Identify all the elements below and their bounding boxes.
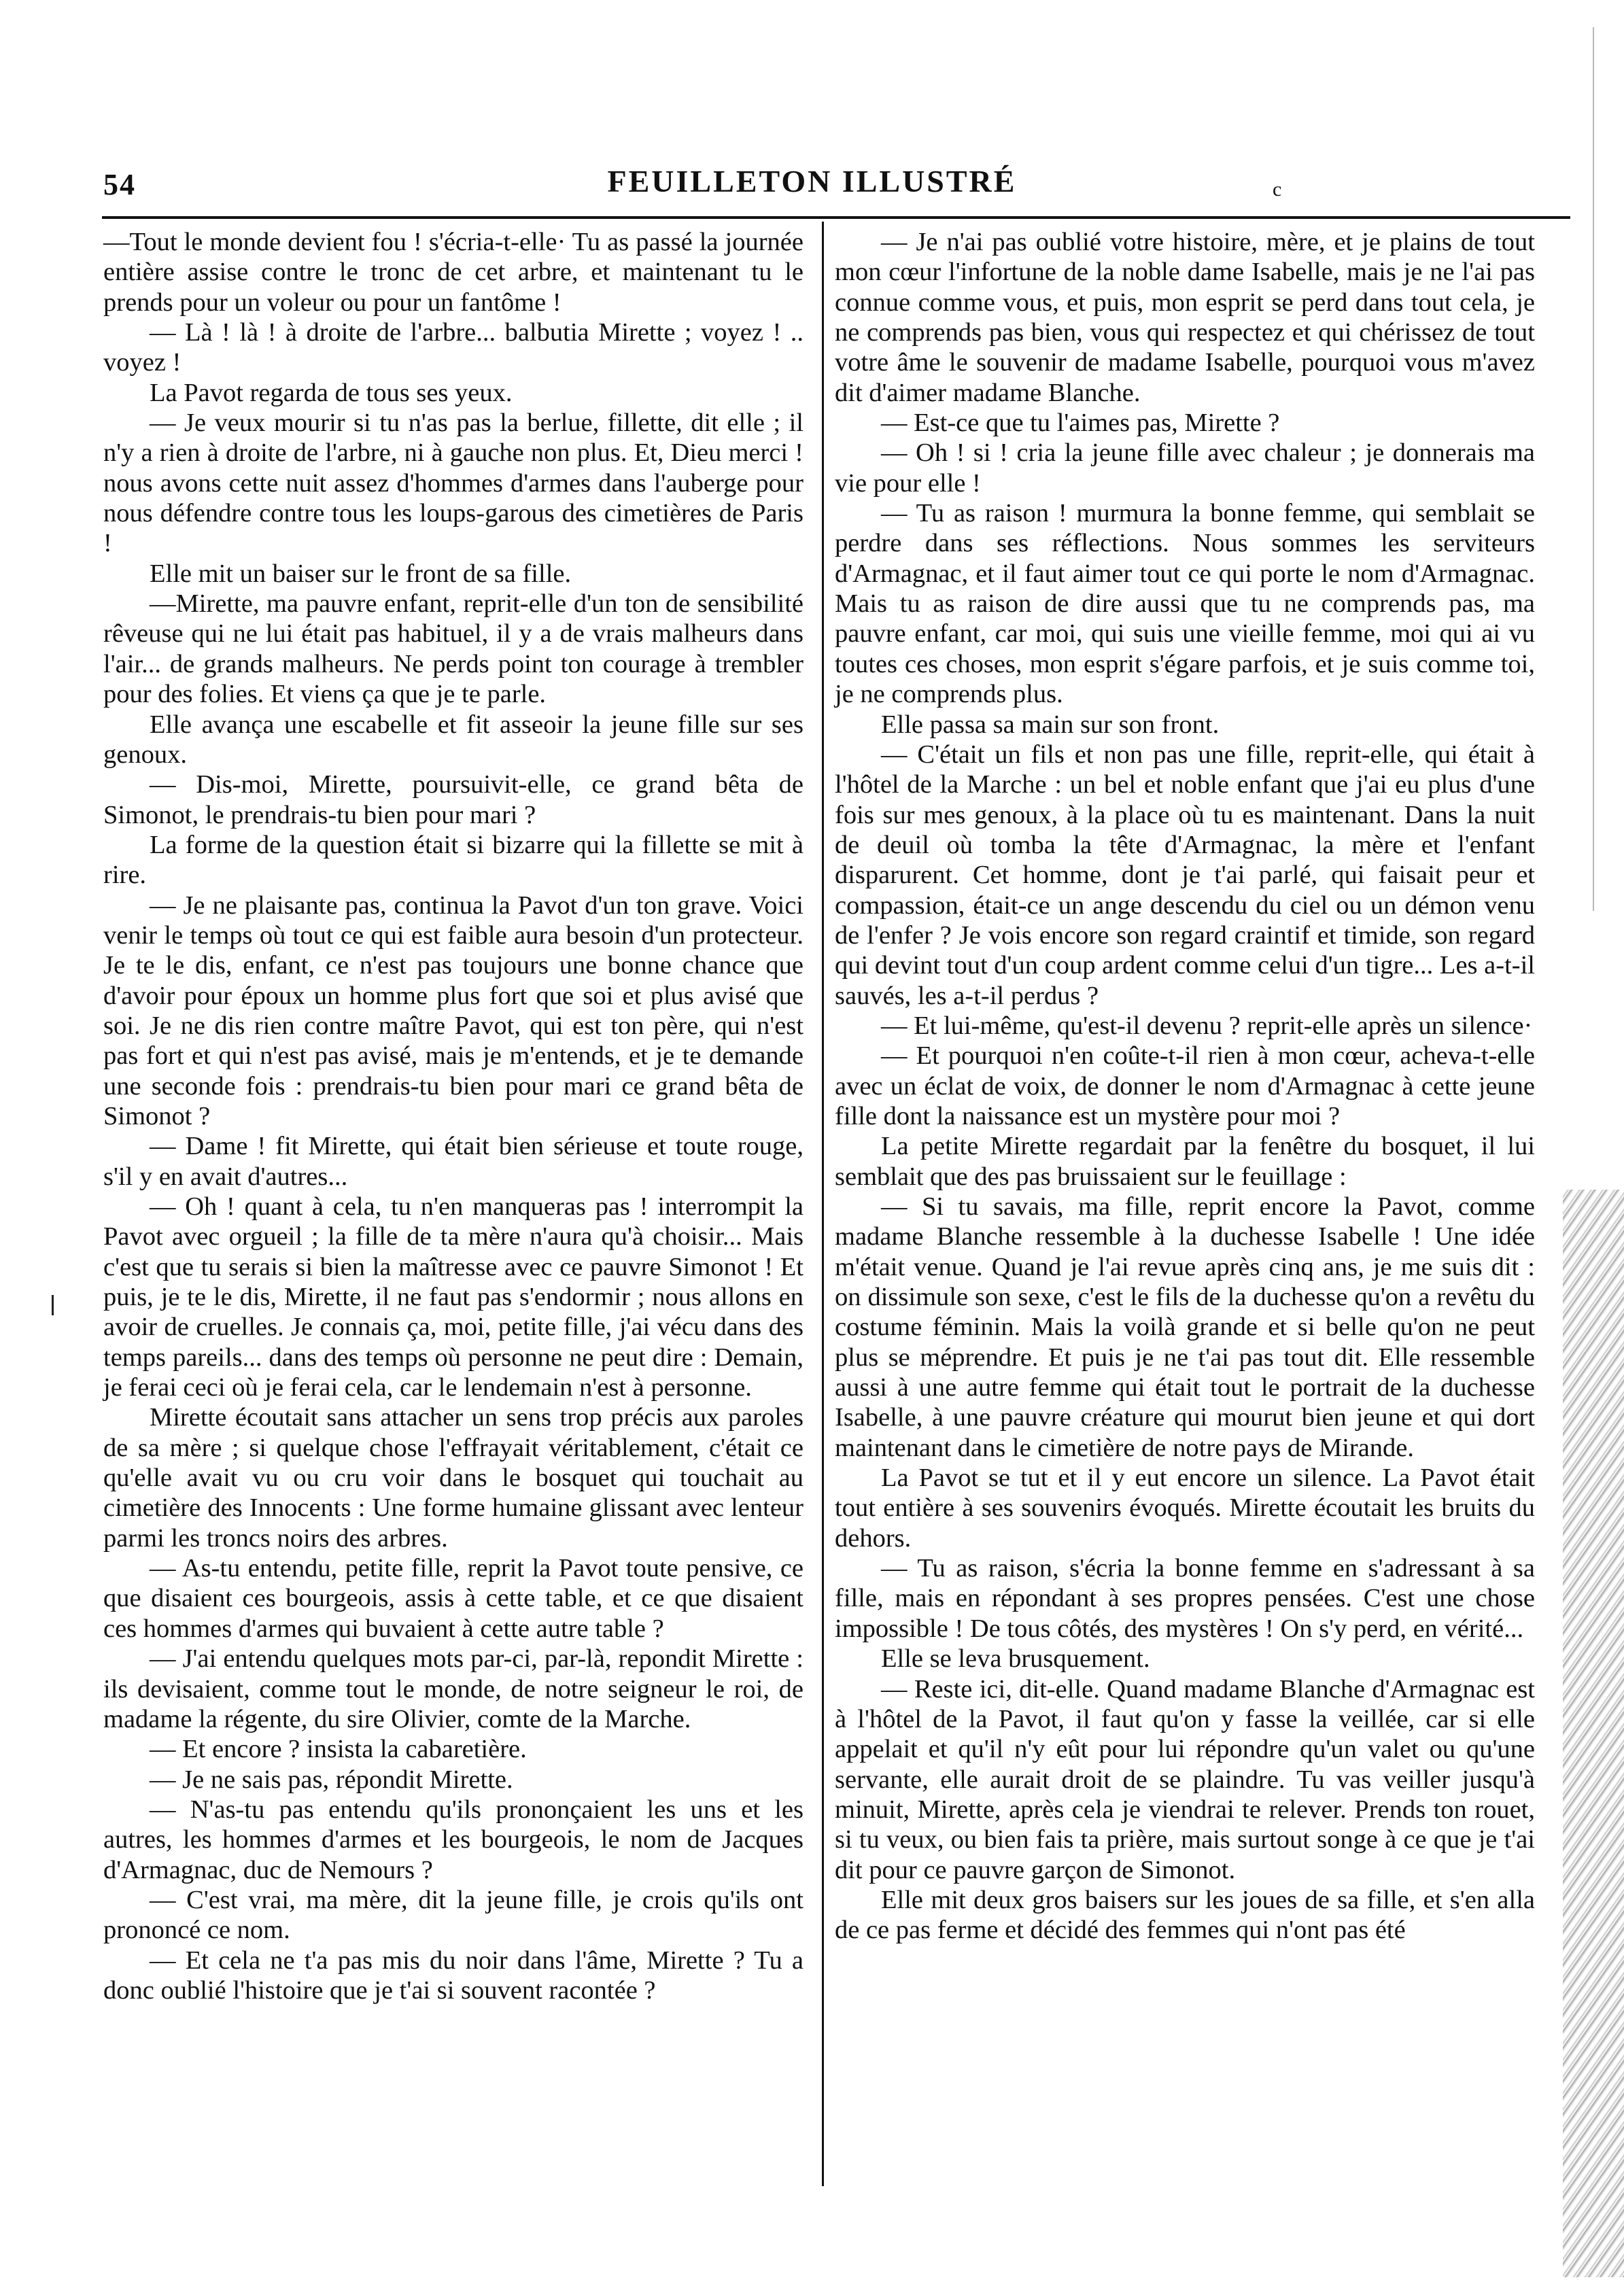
paragraph: — C'était un fils et non pas une fille, reprit-elle, qui était à l'hôtel de la Marche : un bel et noble enfant que j'ai eu plus d'une fois sur mes genoux, à la place où tu es maintenant. Dans la nuit de deuil où tomba la tête d'Armagnac, la mère et l'enfant disparurent. Cet homme, dont je t'ai parlé, qui faisait peur et compassion, était-ce un ange descendu du ciel ou un démon venu de l'enfer ? Je vois encore son regard craintif et timide, son regard qui devint tout d'un coup ardent comme celui d'un tigre... Les a-t-il sauvés, les a-t-il perdus ? bbox=[835, 740, 1535, 1010]
paragraph: Elle mit deux gros baisers sur les joues de sa fille, et s'en alla de ce pas ferme et décidé des femmes qui n'ont pas été bbox=[835, 1885, 1535, 1945]
paragraph: Elle mit un baiser sur le front de sa fille. bbox=[150, 559, 572, 588]
paragraph: — Je ne plaisante pas, continua la Pavot d'un ton grave. Voici venir le temps où tout ce qui est faible aura besoin d'un protecteur. Je te le dis, enfant, ce n'est pas toujours une bonne chance que d'avoir pour époux un homme plus fort que soi et plus avisé que soi. Je ne dis rien contre maître Pavot, qui est ton père, qui n'est pas fort et qui n'est pas avisé, mais je m'entends, et je te demande une seconde fois : prendrais-tu bien pour mari ce grand bêta de Simonot ? bbox=[103, 891, 804, 1130]
paragraph: — Dame ! fit Mirette, qui était bien sérieuse et toute rouge, s'il y en avait d'autres... bbox=[103, 1132, 804, 1191]
stray-mark bbox=[52, 1295, 54, 1315]
right-column bbox=[835, 227, 1535, 1946]
scan-edge-noise bbox=[1563, 1190, 1624, 2277]
paragraph: — Reste ici, dit-elle. Quand madame Blanche d'Armagnac est à l'hôtel de la Pavot, il faut qu'on y fasse la veillée, car si elle appelait et qu'il n'y eût pour lui répondre qu'un valet ou qu'une servante, elle aurait droit de se plaindre. Tu vas veiller jusqu'à minuit, Mirette, après cela je viendrai te relever. Prends ton rouet, si tu veux, ou bien fais ta prière, mais surtout songe à ce que je t'ai dit pour ce pauvre garçon de Simonot. bbox=[835, 1674, 1535, 1884]
paragraph: Elle se leva brusquement. bbox=[881, 1644, 1150, 1674]
paragraph: Elle avança une escabelle et fit asseoir la jeune fille sur ses genoux. bbox=[103, 710, 804, 769]
paragraph: La petite Mirette regardait par la fenêtre du bosquet, il lui semblait que des pas bruissaient sur le feuillage : bbox=[835, 1132, 1535, 1191]
paragraph: — N'as-tu pas entendu qu'ils prononçaient les uns et les autres, les hommes d'armes et les bourgeois, le nom de Jacques d'Armagnac, duc de Nemours ? bbox=[103, 1795, 804, 1884]
page-number: 54 bbox=[103, 168, 136, 201]
paragraph: La Pavot regarda de tous ses yeux. bbox=[150, 378, 513, 407]
paragraph: — Et lui-même, qu'est-il devenu ? reprit-elle après un silence· bbox=[881, 1011, 1533, 1040]
paragraph: — Oh ! quant à cela, tu n'en manqueras pas ! interrompit la Pavot avec orgueil ; la fille de ta mère n'aura qu'à choisir... Mais c'est que tu serais si bien la maîtresse avec ce pauvre Simonot ! Et puis, je te le dis, Mirette, il ne faut pas s'endormir ; nous allons en avoir de cruelles. Je connais ça, moi, petite fille, j'ai vécu dans des temps pareils... dans des temps où personne ne peut dire : Demain, je ferai ceci où je ferai cela, car le lendemain n'est à personne. bbox=[103, 1192, 804, 1402]
paragraph: La Pavot se tut et il y eut encore un silence. La Pavot était tout entière à ses souvenirs évoqués. Mirette écoutait les bruits du dehors. bbox=[835, 1464, 1535, 1553]
paragraph: — Et encore ? insista la cabaretière. bbox=[150, 1735, 527, 1764]
paragraph: — C'est vrai, ma mère, dit la jeune fille, je crois qu'ils ont prononcé ce nom. bbox=[103, 1885, 804, 1945]
paragraph: — Est-ce que tu l'aimes pas, Mirette ? bbox=[881, 409, 1280, 438]
paragraph: — Je n'ai pas oublié votre histoire, mère, et je plains de tout mon cœur l'infortune de la noble dame Isabelle, mais je ne l'ai pas connue comme vous, et puis, mon esprit se perd dans tout cela, je ne comprends pas bien, vous qui respectez et qui chérissez de tout votre âme le souvenir de madame Isabelle, pourquoi vous m'avez dit d'aimer madame Blanche. bbox=[835, 228, 1535, 407]
paragraph: — Là ! là ! à droite de l'arbre... balbutia Mirette ; voyez ! .. voyez ! bbox=[103, 318, 804, 377]
paragraph: —Mirette, ma pauvre enfant, reprit-elle d'un ton de sensibilité rêveuse qui ne lui était pas habituel, il y a de vrais malheurs dans l'air... de grands malheurs. Ne perds point ton courage à trembler pour des folies. Et viens ça que je te parle. bbox=[103, 589, 804, 709]
paragraph: —Tout le monde devient fou ! s'écria-t-elle· Tu as passé la journée entière assise contre le tronc de cet arbre, et maintenant tu le prends pour un voleur ou pour un fantôme ! bbox=[103, 228, 804, 317]
paragraph: — Dis-moi, Mirette, poursuivit-elle, ce grand bêta de Simonot, le prendrais-tu bien pour mari ? bbox=[103, 770, 804, 829]
header-rule bbox=[102, 216, 1570, 219]
paragraph: — Je ne sais pas, répondit Mirette. bbox=[150, 1765, 513, 1794]
paragraph: — Tu as raison ! murmura la bonne femme, qui semblait se perdre dans ses réflections. Nous sommes les serviteurs d'Armagnac, et il faut aimer tout ce qui porte le nom d'Armagnac. Mais tu as raison de dire aussi que tu ne comprends pas, ma pauvre enfant, car moi, qui suis une vieille femme, moi qui ai vu toutes ces choses, mon esprit s'égare parfois, et je suis comme toi, je ne comprends plus. bbox=[835, 499, 1535, 709]
paragraph: Mirette écoutait sans attacher un sens trop précis aux paroles de sa mère ; si quelque chose l'effrayait véritablement, c'était ce qu'elle avait vu ou cru voir dans le bosquet qui touchait au cimetière des Innocents : Une forme humaine glissant avec lenteur parmi les troncs noirs des arbres. bbox=[103, 1403, 804, 1553]
paragraph: — Et pourquoi n'en coûte-t-il rien à mon cœur, acheva-t-elle avec un éclat de voix, de donner le nom d'Armagnac à cette jeune fille dont la naissance est un mystère pour moi ? bbox=[835, 1041, 1535, 1130]
header-mark: c bbox=[1273, 178, 1282, 201]
paragraph: — Si tu savais, ma fille, reprit encore la Pavot, comme madame Blanche ressemble à la duchesse Isabelle ! Une idée m'était venue. Quand je l'ai revue après cinq ans, je me suis dit : on dissimule son sexe, c'est le fils de la duchesse qu'on a revêtu du costume féminin. Mais la voilà grande et si belle qu'on ne peut plus se méprendre. Et puis je ne t'ai pas tout dit. Elle ressemble aussi à une autre femme qui était tout le portrait de la duchesse Isabelle, à une pauvre créature qui mourut bien jeune et qui dort maintenant dans le cimetière de notre pays de Mirande. bbox=[835, 1192, 1535, 1462]
paragraph: Elle passa sa main sur son front. bbox=[881, 710, 1220, 739]
running-title: FEUILLETON ILLUSTRÉ bbox=[607, 164, 1017, 198]
paragraph: La forme de la question était si bizarre qui la fillette se mit à rire. bbox=[103, 830, 804, 890]
paragraph: — As-tu entendu, petite fille, reprit la Pavot toute pensive, ce que disaient ces bourgeois, assis à cette table, et ce que disaient ces hommes d'armes qui buvaient à cette autre table ? bbox=[103, 1554, 804, 1643]
paragraph: — Tu as raison, s'écria la bonne femme en s'adressant à sa fille, mais en répondant à ses propres pensées. C'est une chose impossible ! De tous côtés, des mystères ! On s'y perd, en vérité... bbox=[835, 1554, 1535, 1643]
left-column bbox=[103, 227, 804, 2005]
paragraph: — Et cela ne t'a pas mis du noir dans l'âme, Mirette ? Tu a donc oublié l'histoire que je t'ai si souvent racontée ? bbox=[103, 1946, 804, 2005]
column-divider bbox=[822, 222, 824, 2186]
paragraph: — Oh ! si ! cria la jeune fille avec chaleur ; je donnerais ma vie pour elle ! bbox=[835, 438, 1535, 498]
scan-edge-line bbox=[1593, 27, 1594, 911]
paragraph: — Je veux mourir si tu n'as pas la berlue, fillette, dit elle ; il n'y a rien à droite de l'arbre, ni à gauche non plus. Et, Dieu merci ! nous avons cette nuit assez d'hommes d'armes dans l'auberge pour nous défendre contre tous les loups-garous des cimetières de Paris ! bbox=[103, 409, 804, 558]
paragraph: — J'ai entendu quelques mots par-ci, par-là, repondit Mirette : ils devisaient, comme tout le monde, de notre seigneur le roi, de madame la régente, du sire Olivier, comte de la Marche. bbox=[103, 1644, 804, 1733]
